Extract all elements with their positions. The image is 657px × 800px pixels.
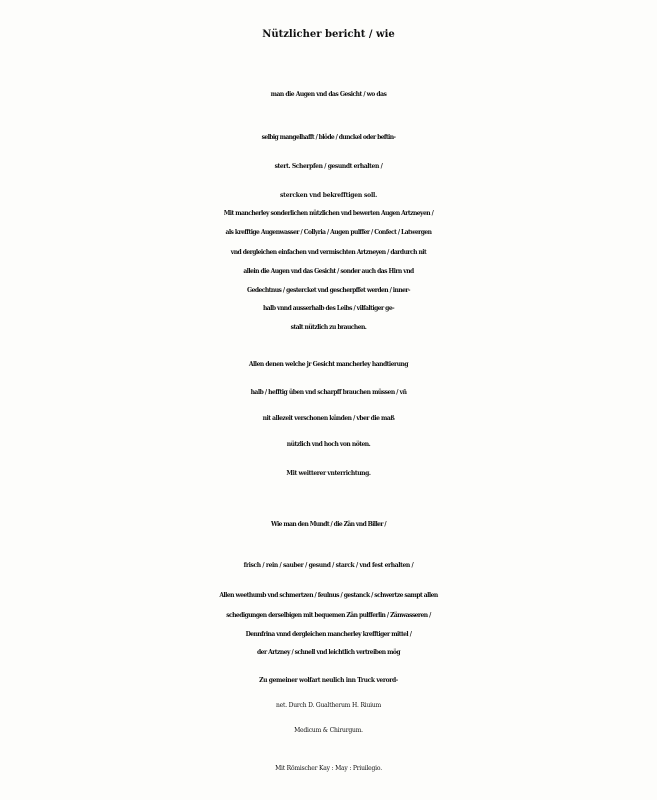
subtitle-line-4: allein die Augen vnd das Gesicht / sonder auch das Hirn vnd [243,268,414,275]
subtitle-line-5: Gedechtnus / gestercket vnd gescherpffet werden / inner- [247,287,410,294]
main-heading: Nützlicher bericht / wie [262,29,395,40]
second-heading-line-2: frisch / rein / sauber / gesund / starck / vnd fest erhalten / [243,562,414,569]
subtitle-line-6: halb vnnd ausserhalb des Leibs / vilfaltiger ge- [262,305,395,312]
imprint-line-1: Zu gemeiner wolfart neulich inn Truck verord- [259,677,398,684]
subtitle-line-1: Mit mancherley sonderlichen nützlichen vnd bewerten Augen Artzneyen / [223,210,434,217]
second-heading: Wie man den Mundt / die Zän vnd Biller / [270,521,387,528]
imprint-title-line: Medicum & Chirurgum. [294,727,363,734]
audience-line-3: nit allezeit verschonen künden / vber die maß [262,415,395,422]
subtitle-line-7: stalt nützlich zu brauchen. [290,324,367,331]
audience-line-4: nützlich vnd hoch von nöten. [286,441,371,448]
second-subtitle-line-4: der Artzney / schnell vnd leichtlich vertreiben mög [257,649,400,656]
heading-line-2: man die Augen vnd das Gesicht / wo das [270,91,387,98]
imprint-author-line: net. Durch D. Gualtherum H. Riuium [275,702,382,709]
second-subtitle-line-3: Dennfrina vnnd dergleichen mancherley krefftiger mittel / [245,631,412,638]
second-subtitle-line-1: Allen weethumb vnd schmertzen / feulnus / gestanck / schwertze sampt allen [219,592,438,599]
privilege-line: Mit Römischer Kay : May : Priuilegio. [275,765,382,772]
section-heading: Mit weitterer vnterrichtung. [286,470,371,477]
audience-line-1: Allen denen welche jr Gesicht mancherley handtierung [248,361,409,368]
subtitle-line-2: als krefftige Augenwasser / Collyria / Augen pulffer / Confect / Latwergen [225,229,432,236]
subtitle-line-3: vnd dergleichen einfachen vnd vermischten Artzneyen / dardurch nit [230,249,427,256]
heading-line-3: selbig mangelhafft / blöde / dunckel oder beftin- [261,134,396,141]
heading-line-5: stercken vnd bekrefftigen soll. [280,192,377,199]
second-subtitle-line-2: schedigungen derselbigen mit bequemen Zän pulfferlin / Zänwasseren / [226,612,431,619]
heading-line-4: stert. Scherpfen / gesundt erhalten / [274,163,383,170]
audience-line-2: halb / hefftig üben vnd scharpff brauchen müssen / vñ [250,389,407,396]
